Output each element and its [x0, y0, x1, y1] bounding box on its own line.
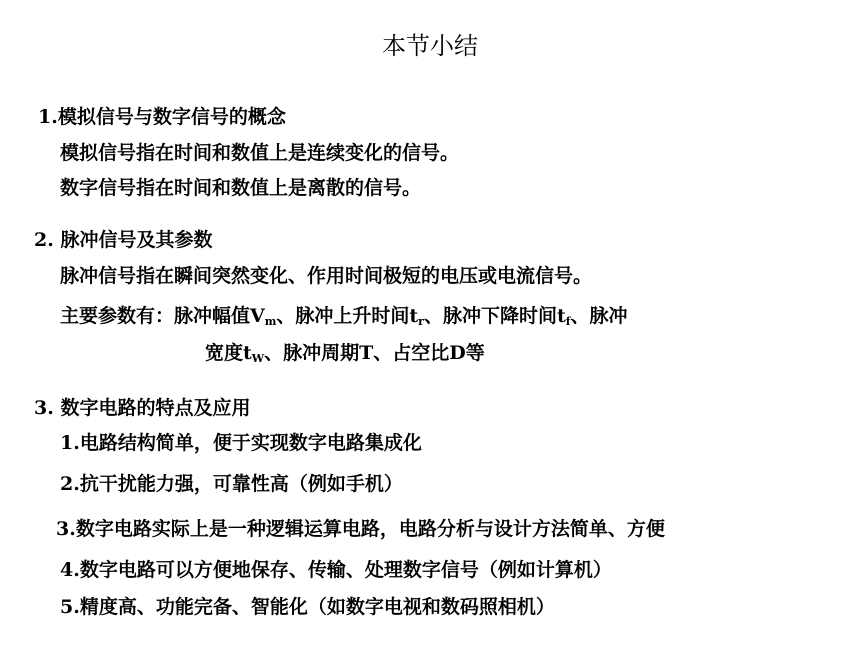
params-cont-rest: 、脉冲周期T、占空比D等 [264, 342, 485, 364]
section1-line-2: 数字信号指在时间和数值上是离散的信号。 [60, 177, 422, 199]
section2-line-1: 脉冲信号指在瞬间突然变化、作用时间极短的电压或电流信号。 [60, 265, 593, 287]
section3-heading: 3. 数字电路的特点及应用 [34, 397, 251, 419]
slide-title: 本节小结 [382, 32, 478, 60]
sub-r: r [418, 315, 424, 328]
sub-w: W [251, 352, 265, 365]
params-mid2: 、脉冲下降时间t [423, 305, 566, 327]
params-prefix: 主要参数有：脉冲幅值V [60, 305, 265, 327]
section3-item-1: 1.电路结构简单，便于实现数字电路集成化 [60, 432, 422, 454]
sub-m: m [264, 315, 277, 328]
section2-params-line [60, 303, 628, 329]
sub-f: f [565, 315, 571, 328]
section3-item-2: 2.抗干扰能力强，可靠性高（例如手机） [60, 473, 403, 495]
section3-item-4: 4.数字电路可以方便地保存、传输、处理数字信号（例如计算机） [60, 559, 612, 581]
params-mid1: 、脉冲上升时间t [276, 305, 419, 327]
section2-params-continuation [205, 340, 485, 366]
params-mid3: 、脉冲 [570, 305, 628, 327]
section1-heading: 1.模拟信号与数字信号的概念 [38, 106, 286, 128]
section3-item-5: 5.精度高、功能完备、智能化（如数字电视和数码照相机） [60, 596, 555, 618]
section1-line-1: 模拟信号指在时间和数值上是连续变化的信号。 [60, 142, 460, 164]
section3-item-3: 3.数字电路实际上是一种逻辑运算电路，电路分析与设计方法简单、方便 [56, 518, 665, 540]
section2-heading: 2. 脉冲信号及其参数 [34, 229, 213, 251]
params-cont-prefix: 宽度t [205, 342, 252, 364]
